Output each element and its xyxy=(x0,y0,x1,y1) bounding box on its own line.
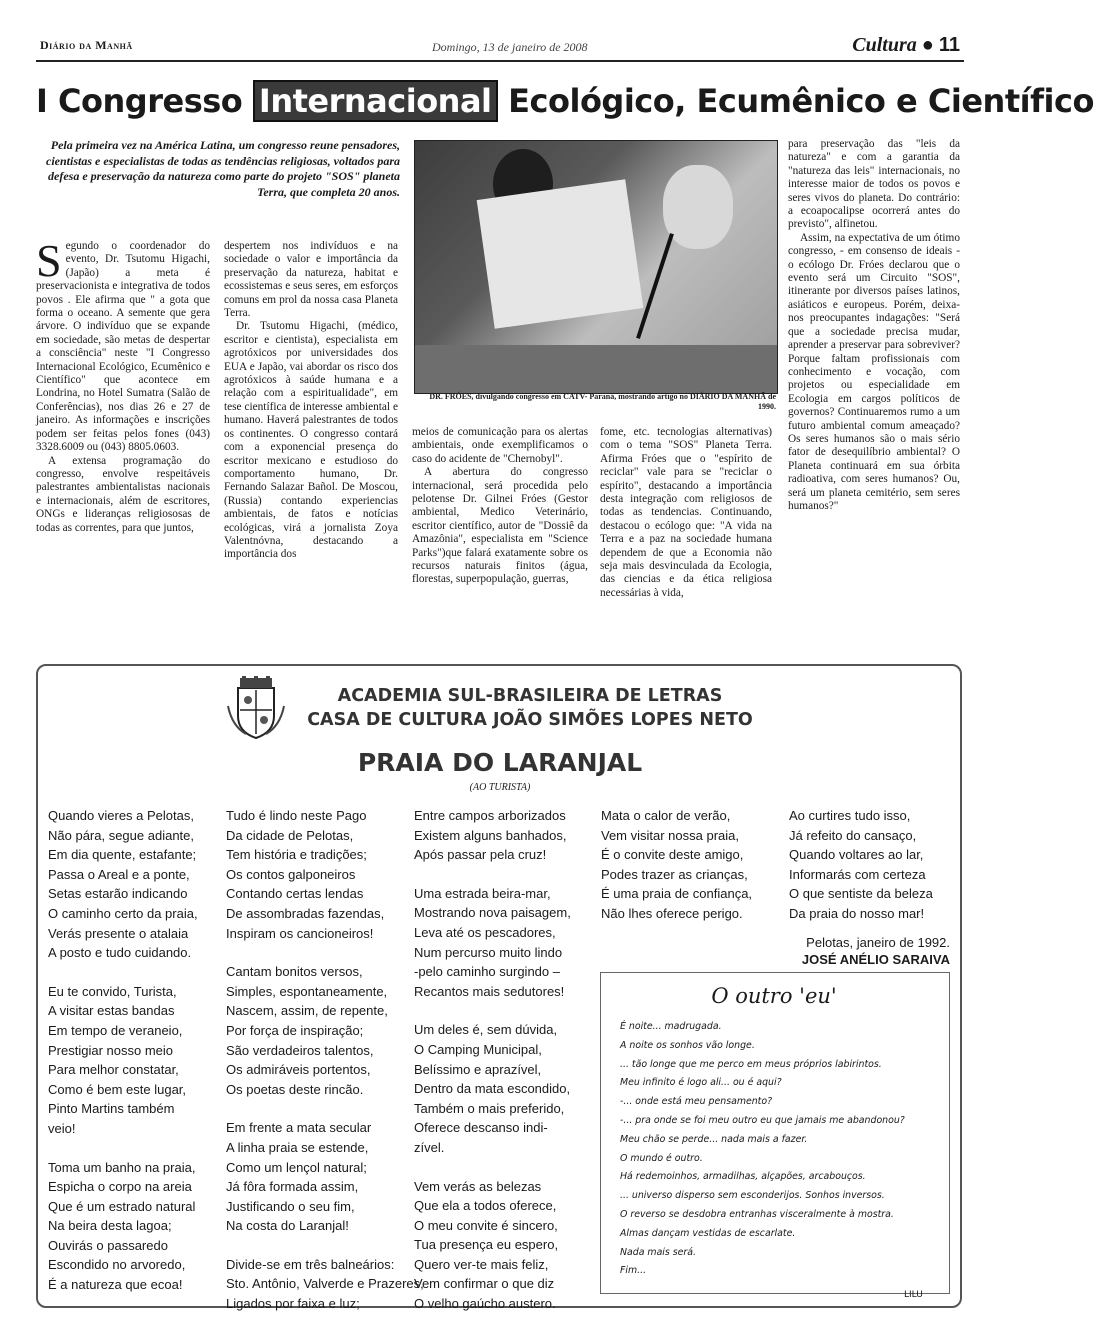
verse-line: Eu te convido, Turista, xyxy=(48,983,177,999)
verse-line: Entre campos arborizados xyxy=(414,808,566,823)
verse-line: Leva até os pescadores, xyxy=(414,924,556,940)
verse-line: Já refeito do cansaço, xyxy=(789,827,917,843)
verse-line: -... onde está meu pensamento? xyxy=(620,1096,773,1108)
verse-line: Dentro da mata escondido, xyxy=(414,1081,571,1097)
verse-line: Quando voltares ao lar, xyxy=(789,847,924,863)
verse-line: O que sentiste da beleza xyxy=(789,886,933,902)
verse-line: Escondido no arvoredo, xyxy=(48,1257,186,1273)
verse-line: Podes trazer as crianças, xyxy=(601,866,748,882)
verse-line: Para melhor constatar, xyxy=(48,1062,179,1078)
outro-title: O outro 'eu' xyxy=(711,984,837,1008)
paragraph: fome, etc. tecnologias alternativas) com o tema "SOS" Planeta Terra. Afirma Fróes que o "espírito de reciclar" vale para se "reciclar o espírito", destacando a importância desta integração com religiosos de todas as tendencias. Continuando, destacou o ecólogo que: "A vida na Terra e a paz na sociedade humana dependem de que a Economia não seja mais desvinculada da Ecologia, das ciencias e da ética religiosa necessárias à vida, xyxy=(600,426,772,599)
verse-line: Em dia quente, estafante; xyxy=(48,847,197,863)
article-column-5 xyxy=(788,138,960,513)
poem-column-4 xyxy=(601,806,776,924)
verse-line: Que ela a todos oferece, xyxy=(414,1198,557,1214)
verse-line: O mundo é outro. xyxy=(620,1152,703,1164)
paragraph: A extensa programação do congresso, envolve respeitáveis palestrantes ambientalistas nacionais e internacionais, além de escritores, ONGs e lideranças religiososas de todas as correntes, para que juntos, xyxy=(36,454,210,534)
verse-line: Mostrando nova paisagem, xyxy=(414,905,571,921)
stanza-break xyxy=(414,1001,590,1020)
verse-line: Após passar pela cruz! xyxy=(414,847,547,863)
verse-line: Prestigiar nosso meio xyxy=(48,1042,173,1058)
academy-heading xyxy=(300,684,760,732)
verse-line: O velho gaúcho austero. xyxy=(414,1296,556,1312)
stanza-break xyxy=(414,865,590,884)
poem-author: JOSÉ ANÉLIO SARAIVA xyxy=(801,952,950,967)
verse-line: Não lhes oferece perigo. xyxy=(601,905,743,921)
verse-line: Como um lençol natural; xyxy=(226,1159,367,1175)
verse-line: Existem alguns banhados, xyxy=(414,827,567,843)
verse-line: Também o mais preferido, xyxy=(414,1100,565,1116)
verse-line: O caminho certo da praia, xyxy=(48,905,198,921)
verse-line: Um deles é, sem dúvida, xyxy=(414,1022,558,1038)
verse-line: Meu chão se perde... nada mais a fazer. xyxy=(620,1133,808,1145)
verse-line: Os poetas deste rincão. xyxy=(226,1081,364,1097)
newspaper-name: Diário da Manhã xyxy=(40,38,133,52)
microphone-figure xyxy=(636,233,674,339)
verse-line: veio! xyxy=(48,1120,76,1136)
verse-line: Espicha o corpo na areia xyxy=(48,1179,192,1195)
verse-line: Vem confirmar o que diz xyxy=(414,1276,555,1292)
paragraph-text: egundo o coordenador do evento, Dr. Tsutomu Higachi, (Japão) a meta é preservacionista e integrativa de todos povos . Ele afirma que " a gota que forma o oceano. A semente que gera árvore. O indivíduo que se expande em sociedade, são metas de despertar a consciência" neste "I Congresso Internacional Ecológico, Ecumênico e Científico" que acontece em Londrina, no Hotel Sumatra (Salão de Conferências), nos dias 26 e 27 de janeiro. As informações e inscrições podem ser feitas pelos fones (043) 3328.6009 ou (043) 8805.0603. xyxy=(36,240,210,454)
verse-line: Nada mais será. xyxy=(620,1246,697,1258)
verse-line: Num percurso muito lindo xyxy=(414,944,563,960)
verse-line: ... tão longe que me perco em meus próprios labirintos. xyxy=(620,1058,882,1070)
stanza-break xyxy=(226,1099,400,1118)
verse-line: -pelo caminho surgindo – xyxy=(414,964,560,980)
verse-line: Da cidade de Pelotas, xyxy=(226,827,354,843)
verse-line: Mata o calor de verão, xyxy=(601,808,731,823)
crest-icon xyxy=(226,676,286,740)
verse-line: Meu infinito é logo ali... ou é aqui? xyxy=(620,1077,782,1089)
verse-line: Almas dançam vestidas de escarlate. xyxy=(620,1227,796,1239)
drop-cap: S xyxy=(36,235,62,286)
article-column-2 xyxy=(224,240,398,562)
verse-line: ... universo disperso sem esconderijos. Sonhos inversos. xyxy=(620,1190,885,1202)
verse-line: Justificando o seu fim, xyxy=(226,1198,355,1214)
verse-line: Que é um estrado natural xyxy=(48,1198,196,1214)
paragraph: meios de comunicação para os alertas ambientais, onde exemplificamos o caso do acidente de "Chernobyl". xyxy=(412,426,588,465)
verse-line: Cantam bonitos versos, xyxy=(226,964,363,980)
verse-line: Tudo é lindo neste Pago xyxy=(226,808,367,823)
verse-line: Tua presença eu espero, xyxy=(414,1237,559,1253)
verse-line: -... pra onde se foi meu outro eu que jamais me abandonou? xyxy=(620,1114,905,1126)
verse-line: Não pára, segue adiante, xyxy=(48,827,194,843)
poem-subtitle: (AO TURISTA) xyxy=(469,782,531,793)
verse-line: Quando vieres a Pelotas, xyxy=(48,808,194,823)
paragraph: despertem nos indivíduos e na sociedade o valor e importância da preservação da natureza, habitat e ecossistemas e seus seres, em esforços comuns em prol da nossa casa Planeta Terra. xyxy=(224,240,398,320)
academy-line-2: CASA DE CULTURA JOÃO SIMÕES LOPES NETO xyxy=(307,710,753,730)
verse-line: Os admiráveis portentos, xyxy=(226,1062,371,1078)
verse-line: De assombradas fazendas, xyxy=(226,905,385,921)
verse-line: Já fôra formada assim, xyxy=(226,1179,359,1195)
verse-line: Sto. Antônio, Valverde e Prazeres, xyxy=(226,1276,424,1292)
section-page xyxy=(852,34,960,57)
verse-line: Em tempo de veraneio, xyxy=(48,1022,183,1038)
stanza-break xyxy=(414,1158,590,1177)
paragraph: Assim, na expectativa de um ótimo congresso, - em consenso de ideais - o ecólogo Dr. Fróes declarou que o evento será um Circuito "SOS", itinerante por diversos países latinos, asiáticos e europeus. Porém, deixa-nos preocupantes indagações: "Será que a sociedade precisa mudar, aprender a preservar para sobreviver? Porque faltam profissionais com conhecimento e vocação, com projetos ou especialidade em Ecologia em cargos políticos de governos? Continuaremos rumo a um futuro ambiental comum ameaçado? Os seres humanos são o mais sério fator de desequilíbrio ambiental? O Planeta continuará em sua órbita radioativa, com seres humanos? Ou, será um planeta cemitério, sem seres humanos?" xyxy=(788,231,960,512)
verse-line: A noite os sonhos vão longe. xyxy=(620,1039,755,1051)
verse-line: Por força de inspiração; xyxy=(226,1022,364,1038)
verse-line: É o convite deste amigo, xyxy=(601,847,744,863)
verse-line: Oferece descanso indi- xyxy=(414,1120,548,1136)
verse-line: São verdadeiros talentos, xyxy=(226,1042,374,1058)
verse-line: O meu convite é sincero, xyxy=(414,1217,558,1233)
verse-line: zível. xyxy=(414,1139,445,1155)
verse-line: Como é bem este lugar, xyxy=(48,1081,187,1097)
stanza-break xyxy=(226,1236,400,1255)
poem-place-date: Pelotas, janeiro de 1992. xyxy=(806,935,950,950)
article-column-1 xyxy=(36,235,210,535)
headline xyxy=(36,82,1094,120)
outro-poem xyxy=(620,1018,940,1281)
outro-signature: LILU xyxy=(904,1290,923,1300)
verse-line: A linha praia se estende, xyxy=(226,1139,369,1155)
photo-caption: DR. FRÓES, divulgando congresso em CATV- Paraná, mostrando artigo no DIÁRIO DA MANHÃ de 1990. xyxy=(429,392,776,411)
verse-line: O Camping Municipal, xyxy=(414,1041,542,1057)
verse-line: Vem verás as belezas xyxy=(414,1178,542,1194)
desk-figure xyxy=(415,345,777,393)
verse-line: É a natureza que ecoa! xyxy=(48,1277,183,1293)
page-number: 11 xyxy=(938,34,960,56)
verse-line: Simples, espontaneamente, xyxy=(226,983,388,999)
stanza-break xyxy=(48,963,218,982)
stanza-break xyxy=(226,943,400,962)
verse-line: Inspiram os cancioneiros! xyxy=(226,925,374,941)
verse-line: Os contos galponeiros xyxy=(226,866,356,882)
poem-title: PRAIA DO LARANJAL xyxy=(357,748,643,777)
header-rule xyxy=(36,60,964,62)
poem-column-5 xyxy=(789,806,954,924)
verse-line: Há redemoinhos, armadilhas, alçapões, arcabouços. xyxy=(620,1171,866,1183)
paragraph: para preservação das "leis da natureza" e com a garantia da "natureza das leis" internacionais, no interesse maior de todos os povos e seres vivos do planeta. Do contrário: a ecoapocalipse ocorrerá antes do previsto", alfinetou. xyxy=(788,138,960,231)
verse-line: Setas estarão indicando xyxy=(48,886,188,902)
stanza-break xyxy=(48,1139,218,1158)
paragraph: Dr. Tsutomu Higachi, (médico, escritor e cientista), especialista em agrotóxicos por universidades dos EUA e Japão, vai abordar os risco dos agrotóxicos à saúde humana e a relação com a espiritualidade", em tese científica de interesse ambiental e humano. Haverá palestrantes de todos os continentes. O congresso contará com a exponencial presença do escritor mexicano e estudioso do comportamento humano, Dr. Fernando Salazar Bañol. De Moscou, (Russia) contando experiencias ambientais, de fatos e notícias ecológicas, virá a jornalista Zoya Valentnóvna, destacando a importância dos xyxy=(224,320,398,561)
verse-line: Uma estrada beira-mar, xyxy=(414,885,551,901)
verse-line: A visitar estas bandas xyxy=(48,1003,175,1019)
newspaper-figure xyxy=(477,179,644,329)
poem-column-1 xyxy=(48,806,218,1295)
verse-line: O reverso se desdobra entranhas visceralmente à mostra. xyxy=(620,1208,894,1220)
headline-part-2: Ecológico, Ecumênico e Científico xyxy=(508,82,1094,120)
verse-line: Informarás com certeza xyxy=(789,866,926,882)
article-column-3 xyxy=(412,426,588,587)
news-photo xyxy=(414,140,778,394)
verse-line: Em frente a mata secular xyxy=(226,1120,372,1136)
verse-line: Pinto Martins também xyxy=(48,1101,175,1117)
verse-line: Toma um banho na praia, xyxy=(48,1159,196,1175)
headline-boxed-word: Internacional xyxy=(253,80,498,122)
person-figure xyxy=(663,165,733,249)
verse-line: Da praia do nosso mar! xyxy=(789,905,925,921)
verse-line: A posto e tudo cuidando. xyxy=(48,945,192,961)
verse-line: Fim... xyxy=(620,1265,647,1277)
verse-line: É uma praia de confiança, xyxy=(601,886,753,902)
academy-line-1: ACADEMIA SUL-BRASILEIRA DE LETRAS xyxy=(337,686,723,706)
verse-line: Quero ver-te mais feliz, xyxy=(414,1256,549,1272)
article-column-4 xyxy=(600,426,772,600)
verse-line: Passa o Areal e a ponte, xyxy=(48,866,190,882)
bullet: ● xyxy=(921,34,939,56)
lede: Pela primeira vez na América Latina, um congresso reune pensadores, cientistas e especialistas de todas as tendências religiosas, voltados para defesa e preservação da natureza como parte do projeto "SOS" planeta Terra, que completa 20 anos. xyxy=(46,138,400,199)
verse-line: Divide-se em três balneários: xyxy=(226,1256,395,1272)
verse-line: Verás presente o atalaia xyxy=(48,925,189,941)
verse-line: Na beira desta lagoa; xyxy=(48,1218,172,1234)
poem-signature xyxy=(760,934,950,968)
verse-line: Ligados por faixa e luz; xyxy=(226,1296,360,1312)
paragraph xyxy=(36,235,210,455)
verse-line: Nascem, assim, de repente, xyxy=(226,1003,388,1019)
verse-line: Ao curtires tudo isso, xyxy=(789,808,911,823)
poem-column-3 xyxy=(414,806,590,1314)
verse-line: Vem visitar nossa praia, xyxy=(601,827,740,843)
verse-line: Belíssimo e aprazível, xyxy=(414,1061,542,1077)
paragraph: A abertura do congresso internacional, será procedida pelo pelotense Dr. Gilnei Fróes (Gestor ambiental, Medico Veterinário, escritor científico, autor de "Dossiê da Amazônia", especialista em "Science Parks")que falará exatamente sobre os recursos naturais finitos (água, florestas, superpopulação, guerras, xyxy=(412,466,588,586)
verse-line: Tem história e tradições; xyxy=(226,847,367,863)
verse-line: Na costa do Laranjal! xyxy=(226,1218,349,1234)
verse-line: Contando certas lendas xyxy=(226,886,364,902)
section-name: Cultura xyxy=(852,34,917,56)
verse-line: Ouvirás o passaredo xyxy=(48,1237,168,1253)
verse-line: É noite... madrugada. xyxy=(620,1021,722,1032)
issue-date: Domingo, 13 de janeiro de 2008 xyxy=(432,40,588,54)
headline-part-1: I Congresso xyxy=(36,82,243,120)
poem-column-2 xyxy=(226,806,424,1314)
verse-line: Recantos mais sedutores! xyxy=(414,983,565,999)
